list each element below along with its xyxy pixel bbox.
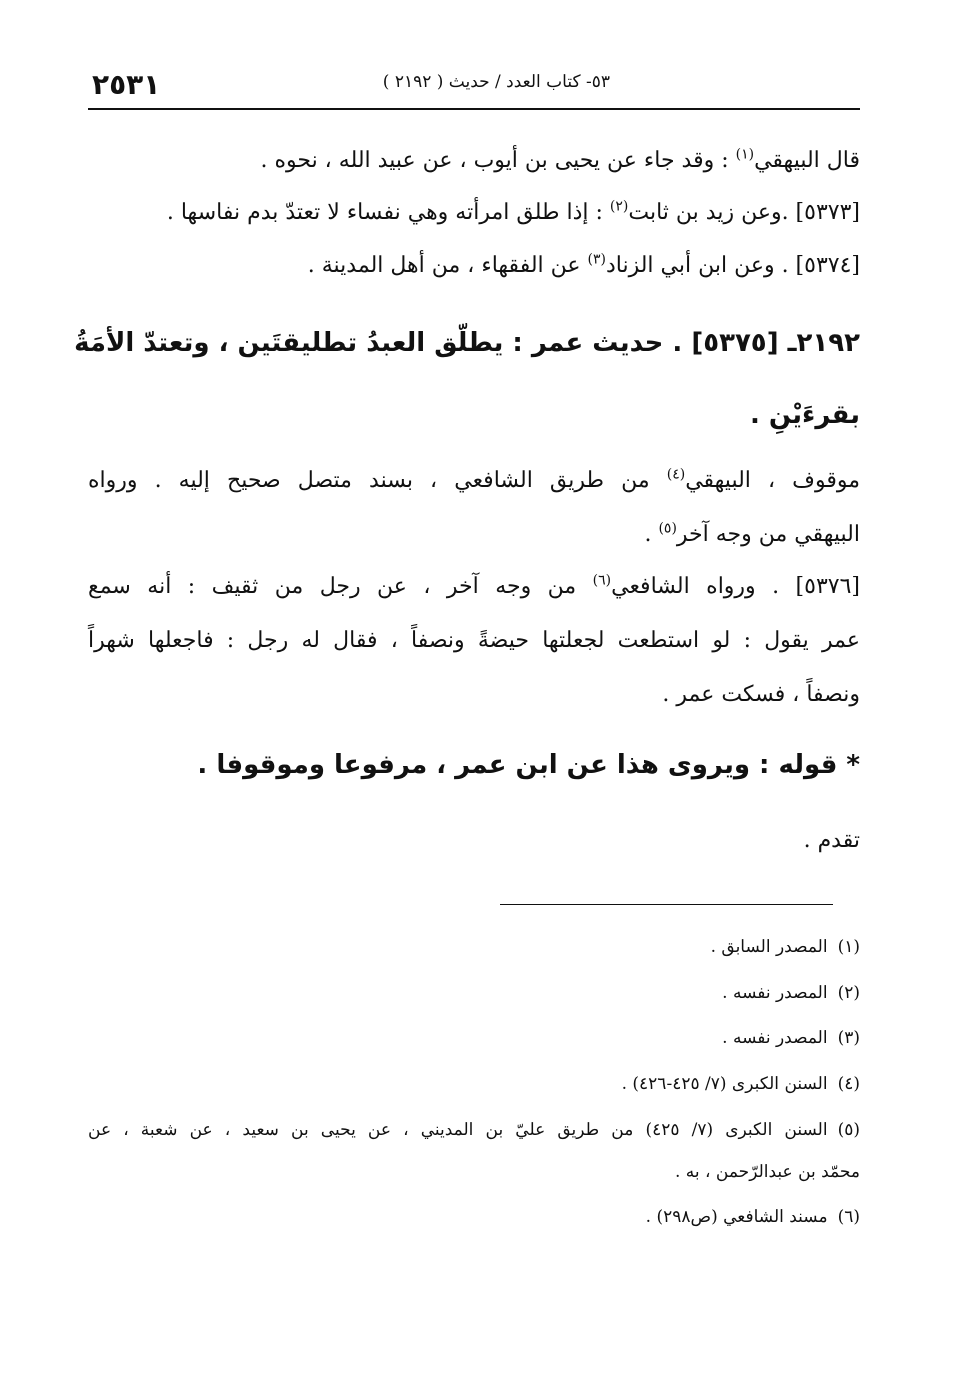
page-header	[88, 62, 860, 106]
text-segment: : إذا طلق امرأته وهي نفساء لا تعتدّ بدم نفاسها .	[166, 200, 610, 225]
footnote-item	[711, 937, 860, 957]
footnote-number: (٢)	[837, 983, 860, 1003]
text-line	[88, 468, 860, 493]
footnote-item	[722, 983, 860, 1003]
text-line	[88, 574, 860, 599]
text-segment: من وجه آخر ، عن رجل من ثقيف : أنه سمع	[88, 574, 593, 599]
hadith-heading: ٢١٩٢ـ [٥٣٧٥] . حديث عمر : يطلّق العبدُ تطليقتَين ، وتعتدّ الأمَةُ	[74, 328, 860, 358]
running-head: ٥٣- كتاب العدد / حديث ( ٢١٩٢ )	[382, 72, 610, 92]
text-segment: : وقد جاء عن يحيى بن أيوب ، عن عبيد الله ، نحوه .	[260, 148, 736, 173]
text-segment: البيهقي من وجه آخر	[676, 522, 860, 547]
footnote-item	[646, 1207, 860, 1227]
footnote-text: المصدر نفسه .	[722, 983, 828, 1003]
text-segment: .	[644, 522, 659, 547]
text-segment: ونصفاً ، فسكت عمر .	[662, 682, 860, 707]
footnote-ref: (٦)	[592, 572, 612, 589]
footnote-item	[722, 1028, 860, 1048]
footnote-item-continuation	[675, 1162, 860, 1182]
text-line	[804, 828, 860, 853]
page-number: ٢٥٣١	[92, 68, 161, 101]
footnote-text: السنن الكبرى (٧/ ٤٢٥) من طريق عليّ بن المديني ، عن يحيى بن سعيد ، عن شعبة ، عن	[88, 1120, 828, 1140]
footnote-item	[622, 1074, 860, 1094]
text-segment: قال البيهقي	[754, 148, 860, 173]
text-segment: عن الفقهاء ، من أهل المدينة .	[307, 253, 588, 278]
footnote-text: مسند الشافعي (ص٢٩٨) .	[645, 1207, 828, 1227]
footnote-text: محمّد بن عبدالرّحمن ، به .	[674, 1162, 860, 1182]
footnote-text: السنن الكبرى (٧/ ٤٢٥-٤٢٦) .	[621, 1074, 828, 1094]
footnote-text: المصدر نفسه .	[722, 1028, 828, 1048]
text-line	[644, 522, 860, 547]
footnote-ref: (٢)	[609, 198, 629, 215]
footnote-ref: (٥)	[658, 520, 677, 537]
footnote-item	[88, 1120, 860, 1140]
text-segment: عمر يقول : لو استطعت لجعلتها حيضةً ونصفاً ، فقال له رجل : فاجعلها شهراً	[88, 628, 860, 653]
footnote-number: (٣)	[837, 1028, 860, 1048]
footnote-number: (٤)	[837, 1074, 860, 1094]
text-line	[308, 253, 860, 278]
footnote-number: (٥)	[837, 1120, 860, 1140]
text-line	[88, 628, 860, 653]
footnote-divider	[500, 904, 833, 905]
text-segment: [٥٣٧٣] .وعن زيد بن ثابت	[628, 200, 860, 225]
text-segment: [٥٣٧٦] . ورواه الشافعي	[611, 574, 860, 599]
text-line	[662, 682, 860, 707]
header-divider	[88, 108, 860, 110]
text-line	[260, 148, 860, 173]
text-segment: من طريق الشافعي ، بسند متصل صحيح إليه . ورواه	[88, 468, 667, 493]
footnote-ref: (٤)	[666, 466, 686, 483]
footnote-number: (٦)	[837, 1207, 860, 1227]
text-line	[167, 200, 860, 225]
text-segment: موقوف ، البيهقي	[685, 468, 860, 493]
footnote-number: (١)	[837, 937, 860, 957]
text-segment: تقدم .	[803, 828, 860, 853]
text-segment: [٥٣٧٤] . وعن ابن أبي الزناد	[605, 253, 860, 278]
footnote-text: المصدر السابق .	[710, 937, 828, 957]
footnote-ref: (٣)	[587, 251, 606, 268]
hadith-heading-continuation: بقرءَيْنِ .	[749, 400, 860, 430]
footnote-ref: (١)	[735, 146, 755, 163]
qawluh-heading: * قوله : ويروى هذا عن ابن عمر ، مرفوعا وموقوفا .	[197, 750, 860, 780]
